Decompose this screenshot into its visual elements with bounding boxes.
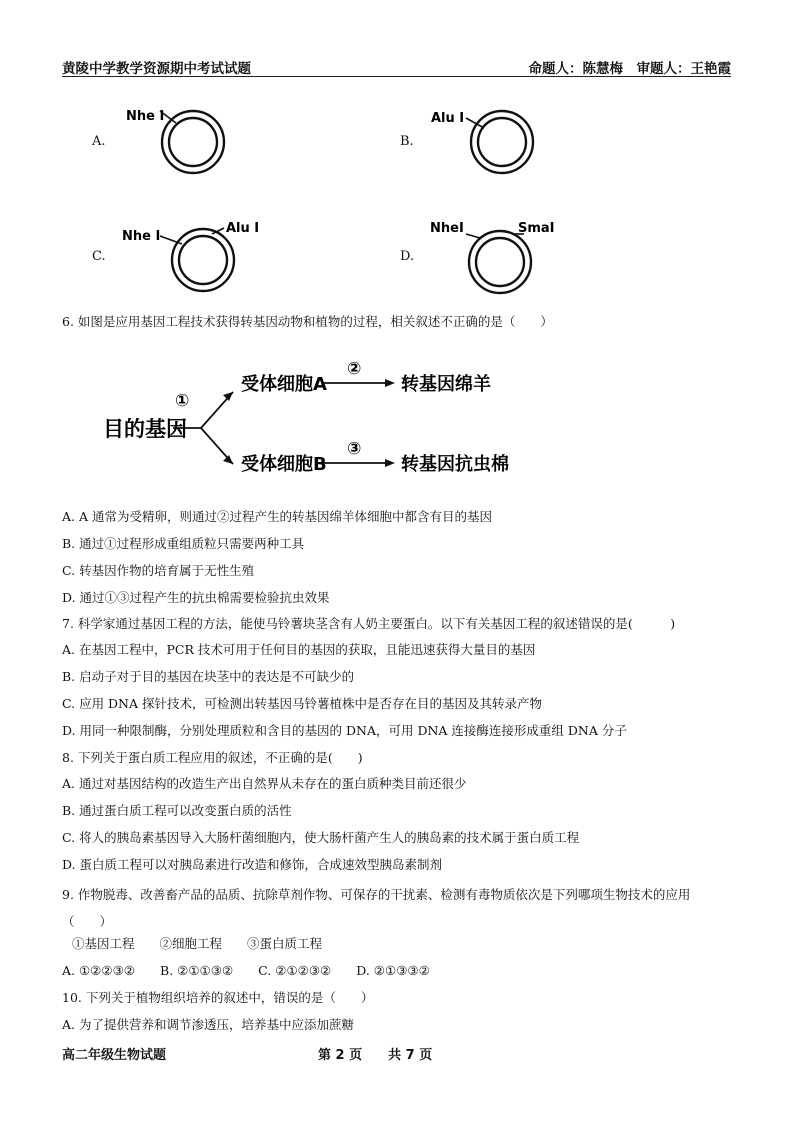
q9-stem: 9. 作物脱毒、改善畜产品的品质、抗除草剂作物、可保存的干扰素、检测有毒物质依次是下列哪项生物技术的应用（ ） [62, 887, 691, 929]
plasmid-d-label-2: SmaⅠ [518, 221, 555, 236]
q7-stem: 7. 科学家通过基因工程的方法，能使马铃薯块茎含有人奶主要蛋白。以下有关基因工程的叙述错误的是( ) [62, 616, 676, 631]
diagram-step-1: ① [175, 391, 190, 411]
q8-stem: 8. 下列关于蛋白质工程应用的叙述，不正确的是( ) [62, 750, 363, 765]
plasmid-d [428, 212, 578, 298]
plasmid-c-label-1: Nhe Ⅰ [122, 229, 161, 244]
diagram-result-b: 转基因抗虫棉 [401, 454, 509, 475]
option-c-letter: C. [92, 249, 106, 264]
diagram-step-2: ② [347, 359, 362, 379]
plasmid-b-label: Alu Ⅰ [431, 111, 465, 126]
q10-option-a: A. 为了提供营养和调节渗透压，培养基中应添加蔗糖 [62, 1017, 354, 1032]
q6-option-b: B. 通过①过程形成重组质粒只需要两种工具 [62, 536, 305, 551]
q8-option-d: D. 蛋白质工程可以对胰岛素进行改造和修饰，合成速效型胰岛素制剂 [62, 857, 443, 872]
q6-diagram [95, 352, 515, 497]
q6-option-d: D. 通过①③过程产生的抗虫棉需要检验抗虫效果 [62, 590, 330, 605]
option-d-letter: D. [400, 249, 415, 264]
footer-page-number: 第 2 页 共 7 页 [318, 1048, 433, 1063]
plasmid-b [428, 100, 558, 180]
q8-option-b: B. 通过蛋白质工程可以改变蛋白质的活性 [62, 803, 292, 818]
q7-option-b: B. 启动子对于目的基因在块茎中的表达是不可缺少的 [62, 669, 355, 684]
diagram-step-3: ③ [347, 439, 362, 459]
option-b-letter: B. [400, 134, 414, 149]
q6-option-a: A. A 通常为受精卵，则通过②过程产生的转基因绵羊体细胞中都含有目的基因 [62, 509, 492, 524]
q9-options: A. ①②②③② B. ②①①③② C. ②①②③② D. ②①③③② [62, 963, 430, 978]
q6-stem: 6. 如图是应用基因工程技术获得转基因动物和植物的过程，相关叙述不正确的是（ ） [62, 314, 553, 329]
q8-option-c: C. 将人的胰岛素基因导入大肠杆菌细胞内，使大肠杆菌产生人的胰岛素的技术属于蛋白质工程 [62, 830, 580, 845]
q6-option-c: C. 转基因作物的培育属于无性生殖 [62, 563, 255, 578]
q10-stem: 10. 下列关于植物组织培养的叙述中，错误的是（ ） [62, 990, 374, 1005]
diagram-cell-b: 受体细胞B [241, 454, 327, 475]
plasmid-a [120, 100, 250, 180]
diagram-result-a: 转基因绵羊 [401, 374, 491, 395]
q7-option-a: A. 在基因工程中，PCR 技术可用于任何目的基因的获取，且能迅速获得大量目的基因 [62, 642, 536, 657]
option-a-letter: A. [92, 134, 106, 149]
diagram-cell-a: 受体细胞A [241, 374, 327, 395]
q8-option-a: A. 通过对基因结构的改造生产出自然界从未存在的蛋白质种类目前还很少 [62, 776, 467, 791]
q9-choices: ①基因工程 ②细胞工程 ③蛋白质工程 [72, 936, 323, 951]
footer-left: 高二年级生物试题 [62, 1048, 167, 1063]
diagram-source: 目的基因 [103, 417, 187, 441]
header-divider [62, 76, 731, 77]
header-right: 命题人：陈慧梅 审题人：王艳霞 [528, 61, 731, 77]
plasmid-d-label-1: NheⅠ [430, 221, 464, 236]
plasmid-a-label: Nhe Ⅰ [126, 109, 165, 124]
plasmid-c-label-2: Alu Ⅰ [226, 221, 260, 236]
plasmid-c [120, 214, 270, 296]
q7-option-c: C. 应用 DNA 探针技术，可检测出转基因马铃薯植株中是否存在目的基因及其转录产物 [62, 696, 543, 711]
header-left: 黄陵中学教学资源期中考试试题 [62, 61, 251, 77]
q7-option-d: D. 用同一种限制酶，分别处理质粒和含目的基因的 DNA，可用 DNA 连接酶连接形成重组 DNA 分子 [62, 723, 627, 738]
